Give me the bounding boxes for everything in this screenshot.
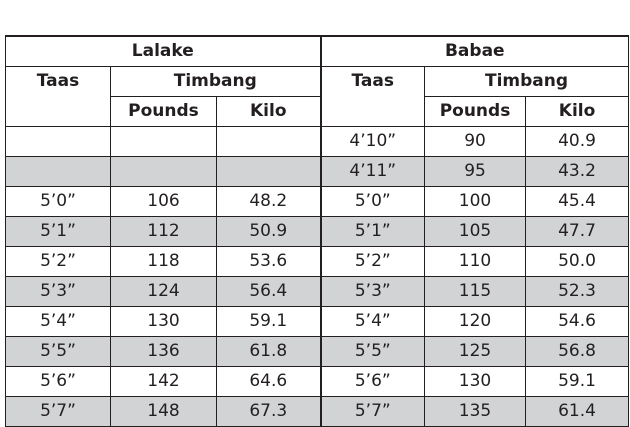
cell-f-taas: 5’6” <box>321 367 425 397</box>
table-row <box>6 367 629 397</box>
cell-m-kilo: 48.2 <box>217 187 321 217</box>
table-row <box>6 337 629 367</box>
cell-m-kilo: 61.8 <box>217 337 321 367</box>
cell-m-taas: 5’0” <box>6 187 111 217</box>
cell-f-kilo: 40.9 <box>526 127 629 157</box>
cell-f-pounds: 130 <box>425 367 526 397</box>
cell-m-kilo: 64.6 <box>217 367 321 397</box>
cell-m-taas: 5’1” <box>6 217 111 247</box>
cell-f-pounds: 125 <box>425 337 526 367</box>
height-weight-table-container <box>5 35 628 427</box>
cell-m-pounds: 148 <box>111 397 217 427</box>
cell-f-pounds: 100 <box>425 187 526 217</box>
cell-m-pounds: 118 <box>111 247 217 277</box>
cell-f-kilo: 50.0 <box>526 247 629 277</box>
cell-f-pounds: 110 <box>425 247 526 277</box>
table-row <box>6 127 629 157</box>
cell-m-taas: 5’3” <box>6 277 111 307</box>
header-timbang-lalake: Timbang <box>111 67 321 97</box>
header-taas-lalake: Taas <box>6 67 111 127</box>
cell-m-pounds: 124 <box>111 277 217 307</box>
cell-m-kilo: 53.6 <box>217 247 321 277</box>
cell-f-pounds: 115 <box>425 277 526 307</box>
cell-m-taas: 5’5” <box>6 337 111 367</box>
group-header-babae: Babae <box>321 36 629 67</box>
group-header-lalake: Lalake <box>6 36 321 67</box>
cell-f-taas: 5’2” <box>321 247 425 277</box>
cell-f-pounds: 105 <box>425 217 526 247</box>
table-row <box>6 187 629 217</box>
cell-f-kilo: 52.3 <box>526 277 629 307</box>
cell-f-taas: 5’3” <box>321 277 425 307</box>
cell-f-pounds: 120 <box>425 307 526 337</box>
cell-f-taas: 4’11” <box>321 157 425 187</box>
cell-f-taas: 5’1” <box>321 217 425 247</box>
cell-f-taas: 5’5” <box>321 337 425 367</box>
cell-f-taas: 5’0” <box>321 187 425 217</box>
cell-m-pounds <box>111 157 217 187</box>
cell-f-taas: 5’4” <box>321 307 425 337</box>
cell-m-taas: 5’4” <box>6 307 111 337</box>
cell-f-kilo: 43.2 <box>526 157 629 187</box>
cell-f-kilo: 54.6 <box>526 307 629 337</box>
table-row <box>6 247 629 277</box>
header-timbang-babae: Timbang <box>425 67 629 97</box>
cell-m-pounds: 106 <box>111 187 217 217</box>
cell-f-taas: 5’7” <box>321 397 425 427</box>
cell-f-kilo: 61.4 <box>526 397 629 427</box>
table-row <box>6 157 629 187</box>
header-kilo-lalake: Kilo <box>217 97 321 127</box>
cell-m-kilo <box>217 127 321 157</box>
table-row <box>6 217 629 247</box>
header-pounds-babae: Pounds <box>425 97 526 127</box>
cell-f-kilo: 59.1 <box>526 367 629 397</box>
cell-m-kilo: 56.4 <box>217 277 321 307</box>
cell-m-pounds: 112 <box>111 217 217 247</box>
height-weight-table <box>5 35 629 427</box>
cell-m-kilo: 59.1 <box>217 307 321 337</box>
table-row <box>6 307 629 337</box>
cell-m-pounds: 136 <box>111 337 217 367</box>
cell-f-taas: 4’10” <box>321 127 425 157</box>
cell-m-taas: 5’7” <box>6 397 111 427</box>
header-kilo-babae: Kilo <box>526 97 629 127</box>
cell-m-taas: 5’2” <box>6 247 111 277</box>
header-pounds-lalake: Pounds <box>111 97 217 127</box>
table-row <box>6 397 629 427</box>
cell-f-kilo: 56.8 <box>526 337 629 367</box>
cell-m-taas: 5’6” <box>6 367 111 397</box>
column-header-row <box>6 67 629 97</box>
cell-m-kilo <box>217 157 321 187</box>
cell-m-pounds <box>111 127 217 157</box>
cell-m-kilo: 50.9 <box>217 217 321 247</box>
group-header-row <box>6 36 629 67</box>
table-row <box>6 277 629 307</box>
cell-m-pounds: 142 <box>111 367 217 397</box>
cell-f-pounds: 95 <box>425 157 526 187</box>
header-taas-babae: Taas <box>321 67 425 127</box>
cell-m-kilo: 67.3 <box>217 397 321 427</box>
cell-f-pounds: 135 <box>425 397 526 427</box>
cell-m-taas <box>6 157 111 187</box>
cell-f-kilo: 47.7 <box>526 217 629 247</box>
cell-f-kilo: 45.4 <box>526 187 629 217</box>
cell-f-pounds: 90 <box>425 127 526 157</box>
cell-m-taas <box>6 127 111 157</box>
cell-m-pounds: 130 <box>111 307 217 337</box>
